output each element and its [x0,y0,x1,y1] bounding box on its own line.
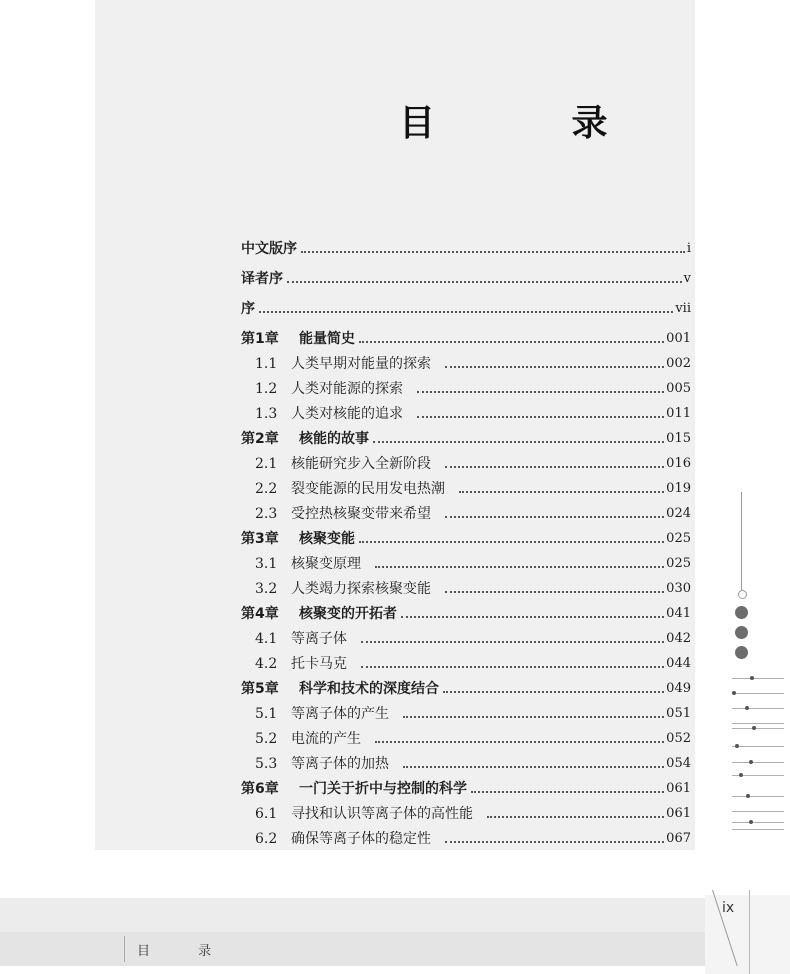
toc-entry-title: 核聚变原理 [291,556,361,572]
toc-entry-title: 人类对核能的追求 [291,406,403,422]
toc-section-entry[interactable] [241,826,691,848]
toc-entry-page: i [686,241,691,256]
toc-dot-leader [443,691,664,693]
footer-bar [0,898,705,932]
toc-dot-leader [487,816,664,818]
toc-chapter-entry[interactable] [241,676,691,698]
toc-chapter-entry[interactable] [241,326,691,348]
toc-entry-number: 4.1 [255,631,278,647]
toc-entry-page: 054 [666,756,691,771]
toc-entry-title: 译者序 [241,271,283,287]
toc-dot-leader [259,311,673,313]
toc-section-entry[interactable] [241,626,691,648]
page-number: ix [722,900,735,916]
toc-entry-number: 第3章 [241,531,279,547]
toc-entry-title: 等离子体 [291,631,347,647]
toc-dot-leader [445,516,664,518]
toc-entry-page: 025 [666,531,691,546]
toc-entry-title: 人类早期对能量的探索 [291,356,431,372]
toc-dot-leader [301,251,685,253]
toc-entry-title: 核聚变能 [299,531,355,547]
toc-entry-title: 科学和技术的深度结合 [299,681,439,697]
toc-section-entry[interactable] [241,576,691,598]
toc-entry-number: 5.3 [255,756,278,772]
toc-section-entry[interactable] [241,651,691,673]
toc-entry-title: 核能的故事 [299,431,369,447]
toc-dot-leader [445,466,664,468]
toc-entry-page: v [683,271,691,286]
toc-entry-number: 第1章 [241,331,279,347]
toc-entry-page: 024 [666,506,691,521]
toc-front-entry[interactable] [241,266,691,288]
toc-entry-number: 6.2 [255,831,278,847]
toc-entry-title: 人类对能源的探索 [291,381,403,397]
toc-entry-number: 1.3 [255,406,278,422]
toc-dot-leader [375,741,664,743]
toc-entry-title: 受控热核聚变带来希望 [291,506,431,522]
toc-entry-page: 044 [666,656,691,671]
toc-section-entry[interactable] [241,551,691,573]
toc-dot-leader [459,491,664,493]
toc-entry-page: 049 [666,681,691,696]
toc-dot-leader [361,641,664,643]
toc-entry-title: 寻找和认识等离子体的高性能 [291,806,473,822]
toc-entry-number: 第2章 [241,431,279,447]
toc-dot-leader [361,666,664,668]
footer-vertical-rule [749,890,750,974]
toc-dot-leader [287,281,682,283]
toc-chapter-entry[interactable] [241,776,691,798]
toc-entry-number: 1.2 [255,381,278,397]
toc-chapter-entry[interactable] [241,601,691,623]
toc-front-entry[interactable] [241,236,691,258]
toc-entry-page: 061 [666,781,691,796]
toc-entry-title: 托卡马克 [291,656,347,672]
toc-section-entry[interactable] [241,401,691,423]
toc-entry-page: 005 [666,381,691,396]
decorative-line [741,492,742,592]
toc-entry-title: 电流的产生 [291,731,361,747]
toc-entry-page: 015 [666,431,691,446]
toc-section-entry[interactable] [241,801,691,823]
toc-section-entry[interactable] [241,701,691,723]
toc-dot-leader [401,616,664,618]
decorative-dot [735,626,748,639]
toc-entry-page: 001 [666,331,691,346]
toc-entry-number: 2.1 [255,456,278,472]
toc-entry-number: 4.2 [255,656,278,672]
toc-entry-number: 第5章 [241,681,279,697]
toc-entry-number: 2.3 [255,506,278,522]
toc-entry-number: 1.1 [255,356,278,372]
toc-entry-number: 第4章 [241,606,279,622]
decorative-stripes [732,676,784,831]
toc-entry-number: 3.1 [255,556,278,572]
footer-section-label: 目 录 [137,944,234,959]
toc-section-entry[interactable] [241,726,691,748]
toc-entry-title: 核聚变的开拓者 [299,606,397,622]
toc-section-entry[interactable] [241,476,691,498]
toc-entry-page: 042 [666,631,691,646]
toc-dot-leader [417,416,664,418]
toc-dot-leader [403,766,664,768]
toc-dot-leader [359,341,664,343]
toc-entry-title: 等离子体的产生 [291,706,389,722]
toc-entry-page: 061 [666,806,691,821]
toc-dot-leader [445,591,664,593]
toc-dot-leader [375,566,664,568]
toc-entry-title: 序 [241,301,255,317]
footer-divider [124,936,125,962]
toc-chapter-entry[interactable] [241,526,691,548]
toc-entry-page: 051 [666,706,691,721]
toc-section-entry[interactable] [241,501,691,523]
toc-section-entry[interactable] [241,351,691,373]
toc-entry-page: 041 [666,606,691,621]
toc-entry-number: 2.2 [255,481,278,497]
toc-entry-number: 5.1 [255,706,278,722]
toc-dot-leader [471,791,664,793]
toc-dot-leader [417,391,664,393]
toc-entry-page: 019 [666,481,691,496]
decorative-dot [735,646,748,659]
toc-entry-title: 确保等离子体的稳定性 [291,831,431,847]
decorative-line-end [738,590,747,599]
toc-entry-title: 人类竭力探索核聚变能 [291,581,431,597]
toc-entry-number: 5.2 [255,731,278,747]
toc-entry-page: 011 [666,406,691,421]
toc-entry-page: 016 [666,456,691,471]
toc-entry-title: 能量简史 [299,331,355,347]
toc-dot-leader [359,541,664,543]
toc-entry-page: vii [675,301,691,316]
toc-entry-page: 002 [666,356,691,371]
toc-entry-title: 中文版序 [241,241,297,257]
toc-entry-page: 067 [666,831,691,846]
toc-section-entry[interactable] [241,751,691,773]
footer-band [0,932,705,966]
toc-front-entry[interactable] [241,296,691,318]
toc-entry-page: 025 [666,556,691,571]
toc-entry-number: 第6章 [241,781,279,797]
toc-dot-leader [373,441,664,443]
page-title: 目 录 [399,103,670,144]
toc-section-entry[interactable] [241,376,691,398]
toc-entry-title: 核能研究步入全新阶段 [291,456,431,472]
toc-entry-number: 3.2 [255,581,278,597]
toc-entry-title: 裂变能源的民用发电热潮 [291,481,445,497]
toc-dot-leader [445,366,664,368]
toc-chapter-entry[interactable] [241,426,691,448]
toc-entry-title: 一门关于折中与控制的科学 [299,781,467,797]
decorative-dot [735,606,748,619]
toc-entry-page: 030 [666,581,691,596]
toc-dot-leader [445,841,664,843]
toc-entry-number: 6.1 [255,806,278,822]
toc-dot-leader [403,716,664,718]
toc-entry-title: 等离子体的加热 [291,756,389,772]
toc-section-entry[interactable] [241,451,691,473]
toc-entry-page: 052 [666,731,691,746]
